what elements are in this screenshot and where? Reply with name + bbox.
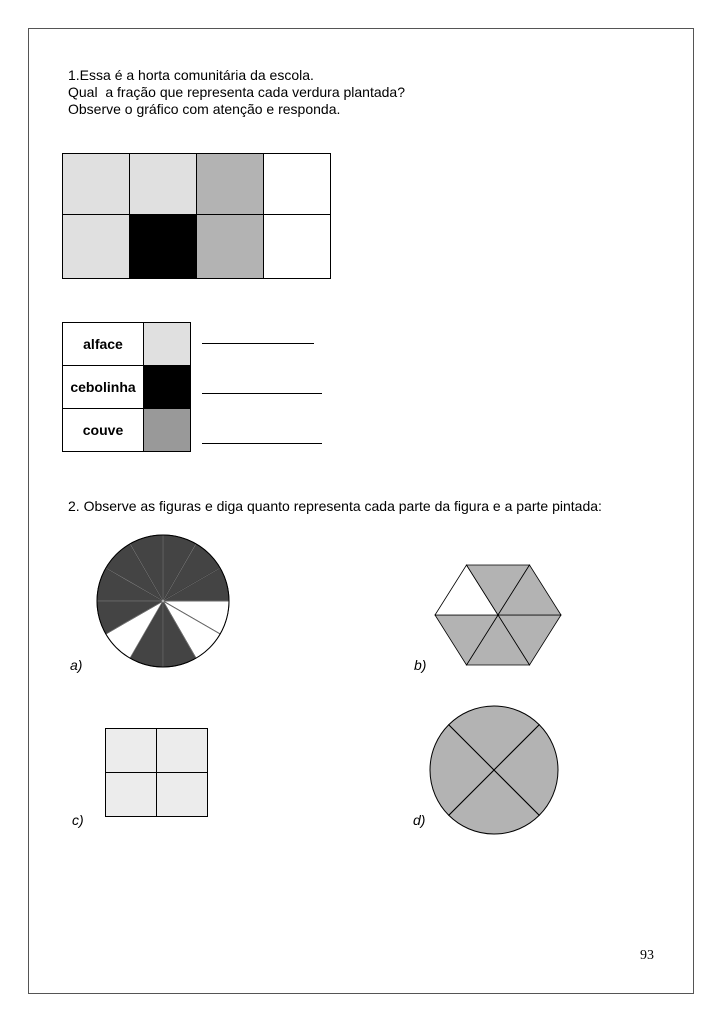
page-number: 93	[640, 948, 654, 963]
question-1-line-2: Qual a fração que representa cada verdura plantada?	[68, 84, 406, 100]
garden-cell-r1-c2	[130, 154, 197, 215]
question-1	[68, 67, 405, 118]
figure-c-square	[105, 728, 207, 817]
legend-swatch-alface	[144, 323, 191, 366]
figure-c-part-1	[106, 729, 157, 773]
figure-d-label: d)	[413, 812, 426, 828]
question-1-line-1: 1.Essa é a horta comunitária da escola.	[68, 67, 314, 83]
figure-a-label: a)	[70, 657, 83, 673]
garden-cell-r1-c3	[197, 154, 264, 215]
legend-row-alface	[63, 323, 191, 366]
figure-c-label: c)	[72, 812, 84, 828]
answer-line-cebolinha[interactable]	[202, 393, 322, 394]
figure-c-part-4	[157, 773, 208, 817]
figure-b-hexagon	[433, 564, 563, 666]
legend-label-couve: couve	[63, 409, 144, 452]
garden-cell-r2-c3	[197, 215, 264, 279]
garden-cell-r1-c4	[264, 154, 331, 215]
figure-d-circle	[429, 705, 559, 835]
legend-swatch-couve	[144, 409, 191, 452]
question-1-line-3: Observe o gráfico com atenção e responda.	[68, 101, 341, 117]
legend-table	[62, 322, 191, 452]
legend-swatch-cebolinha	[144, 366, 191, 409]
figure-c-part-3	[106, 773, 157, 817]
legend-row-cebolinha	[63, 366, 191, 409]
garden-cell-r1-c1	[63, 154, 130, 215]
answer-line-alface[interactable]	[202, 343, 314, 344]
figure-c-part-2	[157, 729, 208, 773]
answer-line-couve[interactable]	[202, 443, 322, 444]
question-2: 2. Observe as figuras e diga quanto representa cada parte da figura e a parte pintada:	[68, 498, 602, 514]
garden-cell-r2-c2	[130, 215, 197, 279]
legend-label-cebolinha: cebolinha	[63, 366, 144, 409]
garden-grid	[62, 153, 330, 278]
garden-cell-r2-c1	[63, 215, 130, 279]
figure-b-label: b)	[414, 657, 427, 673]
legend-row-couve	[63, 409, 191, 452]
legend-label-alface: alface	[63, 323, 144, 366]
figure-a-circle	[95, 533, 231, 669]
garden-cell-r2-c4	[264, 215, 331, 279]
